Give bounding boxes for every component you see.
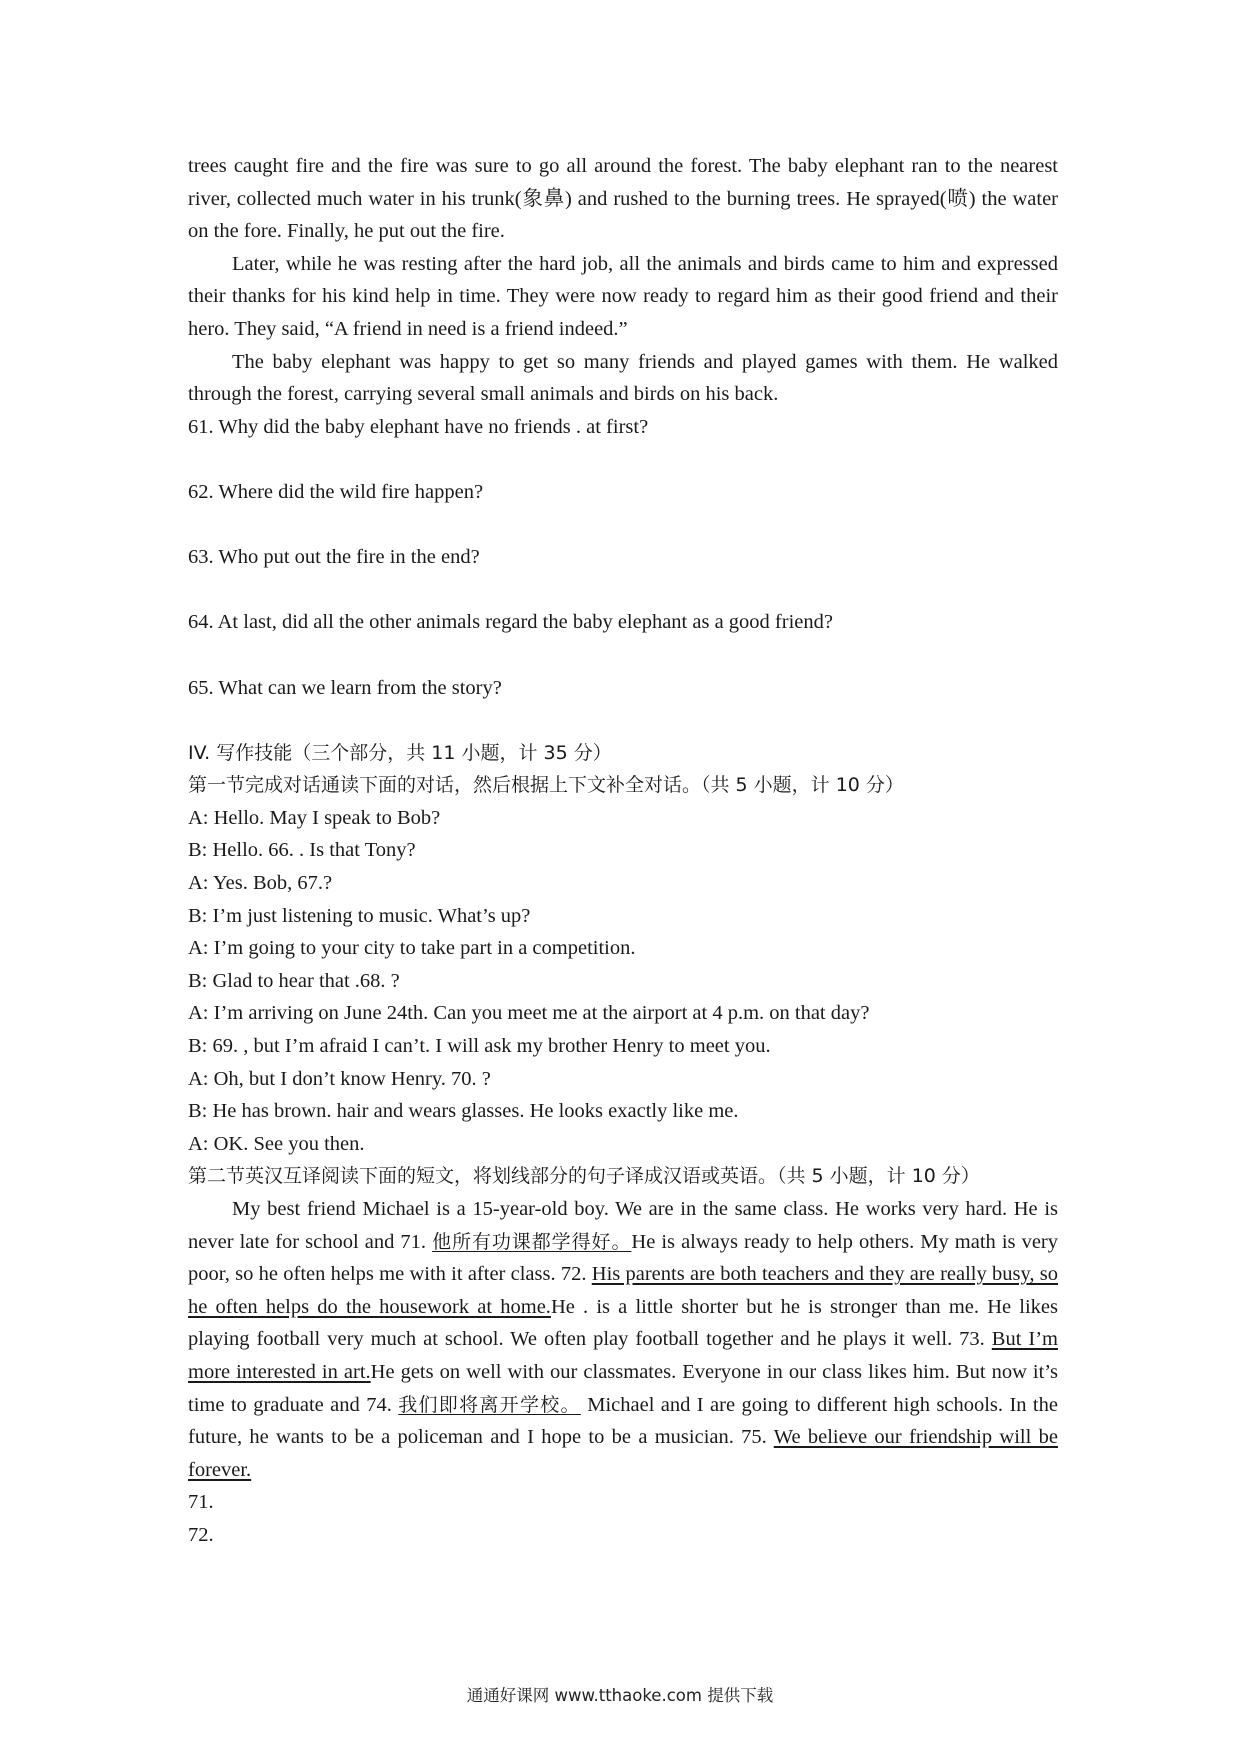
story-paragraph-3: The baby elephant was happy to get so many friends and played games with them. He walked through the forest, carrying several small animals and birds on his back.: [188, 350, 1058, 406]
dialogue-line: A: OK. See you then.: [188, 1132, 365, 1155]
page-footer: 通通好课网 www.tthaoke.com 提供下载: [466, 1686, 774, 1705]
question-64: 64. At last, did all the other animals regard the baby elephant as a good friend?: [188, 611, 833, 634]
question-65: 65. What can we learn from the story?: [188, 676, 502, 699]
answer-space: [188, 704, 1058, 737]
dialogue-line: B: He has brown. hair and wears glasses. He looks exactly like me.: [188, 1100, 739, 1123]
part2-heading: 第二节英汉互译阅读下面的短文，将划线部分的句子译成汉语或英语。（共 5 小题，计 10 分）: [188, 1165, 980, 1188]
story-paragraph-1: trees caught fire and the fire was sure to go all around the forest. The baby elephant ran to the nearest river, collected much water in his trunk(象鼻) and rushed to the burning trees. He sprayed(喷) the water on the fore. Finally, he put out the fire.: [188, 155, 1058, 243]
answer-space: [188, 509, 1058, 542]
dialogue-line: A: I’m going to your city to take part in a competition.: [188, 937, 636, 960]
dialogue-line: B: 69. , but I’m afraid I can’t. I will ask my brother Henry to meet you.: [188, 1035, 771, 1058]
answer-number-72: 72.: [188, 1523, 214, 1546]
dialogue: [188, 802, 1058, 1161]
dialogue-line: A: Yes. Bob, 67.?: [188, 872, 333, 895]
dialogue-line: A: I’m arriving on June 24th. Can you meet me at the airport at 4 p.m. on that day?: [188, 1002, 870, 1025]
dialogue-line: B: Hello. 66. . Is that Tony?: [188, 839, 416, 862]
dialogue-line: B: Glad to hear that .68. ?: [188, 969, 400, 992]
document-page: [188, 150, 1058, 1552]
passage-text: He is always ready to help others. My math is very poor, so he often helps me with it after class. 72.: [188, 1230, 1058, 1286]
passage-text: He gets on well with our classmates. Everyone in our class likes him. But now it’s time to graduate and 74.: [188, 1360, 1058, 1416]
answer-space: [188, 443, 1058, 476]
underlined-sentence-71: 他所有功课都学得好。: [432, 1230, 632, 1253]
passage-text: Michael and I are going to different high schools. In the future, he wants to be a policeman and I hope to be a musician. 75.: [188, 1393, 1058, 1449]
passage-text: My best friend Michael is a 15-year-old boy. We are in the same class. He works very hard. He is never late for school and 71.: [188, 1198, 1058, 1253]
section-heading: IV. 写作技能（三个部分，共 11 小题，计 35 分）: [188, 741, 612, 764]
answer-number-71: 71.: [188, 1491, 214, 1514]
answer-space: [188, 639, 1058, 672]
answer-space: [188, 574, 1058, 607]
underlined-sentence-72: His parents are both teachers and they are really busy, so he often helps do the housework at home.: [188, 1263, 1059, 1318]
dialogue-line: A: Hello. May I speak to Bob?: [188, 806, 441, 829]
underlined-sentence-74: 我们即将离开学校。: [398, 1393, 581, 1416]
story-paragraph-2: Later, while he was resting after the hard job, all the animals and birds came to him and expressed their thanks for his kind help in time. They were now ready to regard him as their good friend and their hero. They said, “A friend in need is a friend indeed.”: [188, 252, 1058, 340]
question-62: 62. Where did the wild fire happen?: [188, 480, 484, 503]
underlined-sentence-73: But I’m more interested in art.: [188, 1328, 1058, 1383]
part1-heading: 第一节完成对话通读下面的对话，然后根据上下文补全对话。（共 5 小题，计 10 分）: [188, 774, 904, 797]
underlined-sentence-75: We believe our friendship will be forever.: [188, 1426, 1058, 1481]
passage-text: He . is a little shorter but he is stronger than me. He likes playing football very much at school. We often play football together and he plays it well. 73.: [188, 1295, 1058, 1351]
question-63: 63. Who put out the fire in the end?: [188, 546, 480, 569]
dialogue-line: B: I’m just listening to music. What’s up?: [188, 904, 531, 927]
question-61: 61. Why did the baby elephant have no friends . at first?: [188, 415, 649, 438]
dialogue-line: A: Oh, but I don’t know Henry. 70. ?: [188, 1067, 491, 1090]
translation-passage: [188, 1193, 1058, 1486]
